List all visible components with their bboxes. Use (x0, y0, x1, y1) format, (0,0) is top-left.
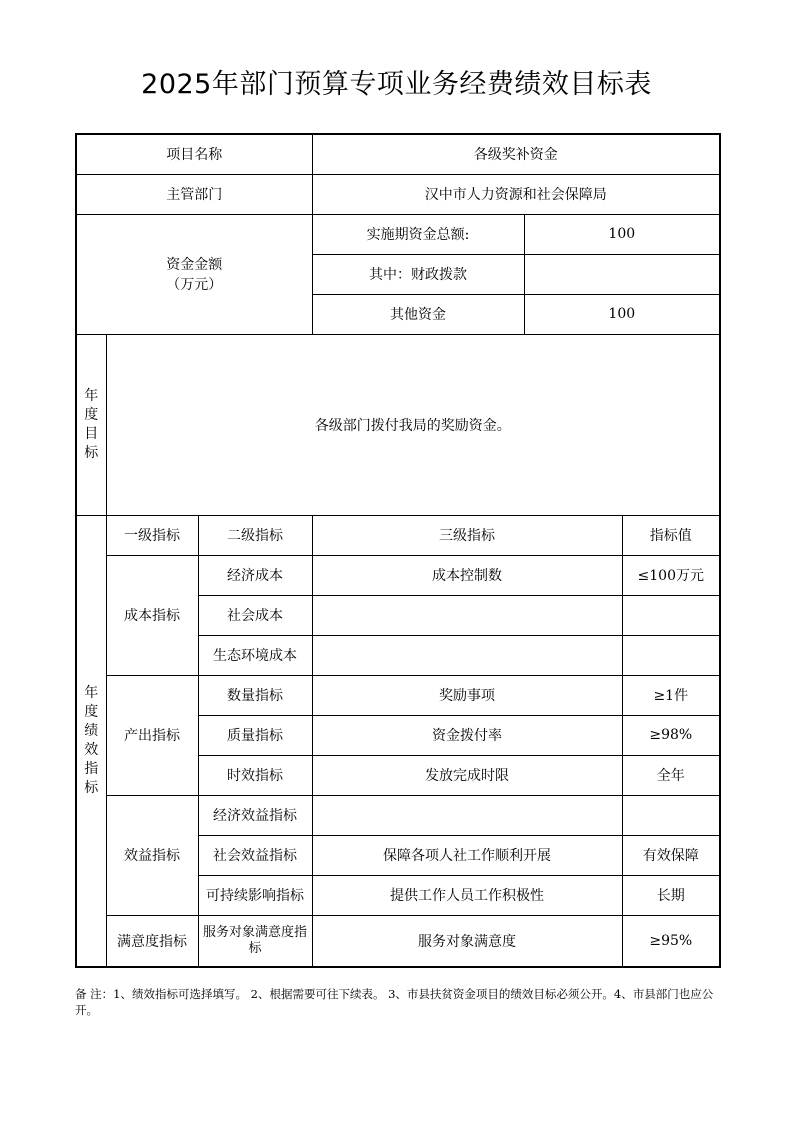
funds-other-label: 其他资金 (312, 294, 524, 334)
funds-label-line1: 资金金额 (166, 257, 223, 273)
table-row (76, 675, 720, 715)
level2-cell: 质量指标 (198, 715, 312, 755)
table-row (76, 915, 720, 967)
value-cell: ≤100万元 (622, 555, 720, 595)
annual-goal-text: 各级部门拨付我局的奖励资金。 (106, 334, 720, 515)
table-row (76, 555, 720, 595)
level2-cell: 可持续影响指标 (198, 875, 312, 915)
value-cell: 长期 (622, 875, 720, 915)
value-cell: ≥95% (622, 915, 720, 967)
level3-cell: 保障各项人社工作顺利开展 (312, 835, 622, 875)
output-indicator-label: 产出指标 (106, 675, 198, 795)
funds-total-value: 100 (524, 214, 720, 254)
satisfaction-indicator-label: 满意度指标 (106, 915, 198, 967)
indicator-header-row (76, 515, 720, 555)
department-value: 汉中市人力资源和社会保障局 (312, 174, 720, 214)
footnote: 备 注：1、绩效指标可选择填写。 2、根据需要可往下续表。 3、市县扶贫资金项目的绩效目标必须公开。4、市县部门也应公开。 (75, 987, 714, 1017)
level3-cell (312, 595, 622, 635)
project-name-label: 项目名称 (76, 134, 312, 174)
level2-cell: 经济成本 (198, 555, 312, 595)
level3-cell: 资金拨付率 (312, 715, 622, 755)
header-level3: 三级指标 (312, 515, 622, 555)
level2-cell: 生态环境成本 (198, 635, 312, 675)
level2-cell: 经济效益指标 (198, 795, 312, 835)
funds-fiscal-label: 其中：财政拨款 (312, 254, 524, 294)
value-cell (622, 795, 720, 835)
project-name-value: 各级奖补资金 (312, 134, 720, 174)
value-cell: 全年 (622, 755, 720, 795)
level2-cell: 时效指标 (198, 755, 312, 795)
level3-cell (312, 635, 622, 675)
annual-goal-label: 年度目标 (76, 334, 106, 515)
cost-indicator-label: 成本指标 (106, 555, 198, 675)
level3-cell: 成本控制数 (312, 555, 622, 595)
level3-cell (312, 795, 622, 835)
level3-cell: 提供工作人员工作积极性 (312, 875, 622, 915)
header-level1: 一级指标 (106, 515, 198, 555)
funds-total-row (76, 214, 720, 254)
header-level2: 二级指标 (198, 515, 312, 555)
level2-cell: 服务对象满意度指标 (198, 915, 312, 967)
value-cell: ≥1件 (622, 675, 720, 715)
level2-cell: 社会效益指标 (198, 835, 312, 875)
funds-other-value: 100 (524, 294, 720, 334)
level3-cell: 发放完成时限 (312, 755, 622, 795)
funds-label (76, 214, 312, 334)
value-cell: ≥98% (622, 715, 720, 755)
funds-fiscal-value (524, 254, 720, 294)
level3-cell: 奖励事项 (312, 675, 622, 715)
header-value: 指标值 (622, 515, 720, 555)
benefit-indicator-label: 效益指标 (106, 795, 198, 915)
funds-total-label: 实施期资金总额: (312, 214, 524, 254)
value-cell (622, 635, 720, 675)
level3-cell: 服务对象满意度 (312, 915, 622, 967)
page-title: 2025年部门预算专项业务经费绩效目标表 (141, 69, 652, 100)
project-name-row (76, 134, 720, 174)
annual-goal-row (76, 334, 720, 515)
performance-goal-table (75, 133, 721, 968)
table-row (76, 795, 720, 835)
level2-cell: 数量指标 (198, 675, 312, 715)
department-row (76, 174, 720, 214)
department-label: 主管部门 (76, 174, 312, 214)
value-cell (622, 595, 720, 635)
level2-cell: 社会成本 (198, 595, 312, 635)
value-cell: 有效保障 (622, 835, 720, 875)
funds-label-line2: （万元） (166, 277, 223, 293)
indicator-section-label: 年度绩效指标 (76, 515, 106, 967)
